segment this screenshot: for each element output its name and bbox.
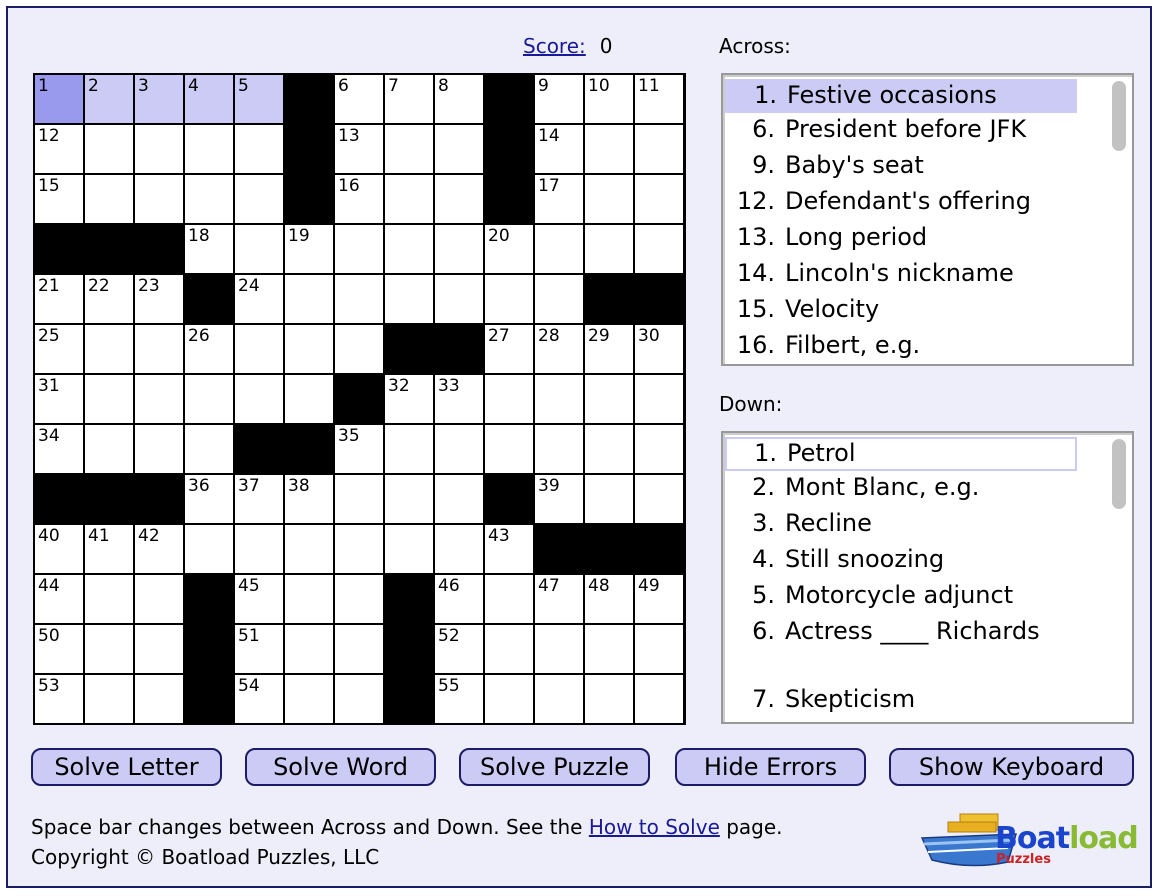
grid-cell[interactable] xyxy=(635,75,683,123)
block-cell xyxy=(185,675,233,723)
block-cell xyxy=(185,625,233,673)
clue-text: Petrol xyxy=(787,439,856,467)
block-cell xyxy=(585,275,633,323)
across-clue[interactable] xyxy=(723,293,1106,329)
cell-number: 19 xyxy=(288,226,310,246)
grid-cell[interactable] xyxy=(135,275,183,323)
across-clue[interactable] xyxy=(725,79,1077,113)
cell-number: 51 xyxy=(238,626,260,646)
cell-number: 7 xyxy=(388,76,399,96)
grid-cell[interactable] xyxy=(485,225,533,273)
grid-cell[interactable] xyxy=(285,475,333,523)
score-value: 0 xyxy=(599,34,613,58)
grid-cell[interactable] xyxy=(235,325,283,373)
cell-number: 31 xyxy=(38,376,60,396)
down-clue[interactable] xyxy=(723,615,1106,683)
grid-cell[interactable] xyxy=(185,175,233,223)
grid-cell[interactable] xyxy=(535,675,583,723)
grid-cell[interactable] xyxy=(585,175,633,223)
grid-cell[interactable] xyxy=(385,425,433,473)
cell-number: 1 xyxy=(38,76,49,96)
grid-cell[interactable] xyxy=(285,675,333,723)
grid-cell[interactable] xyxy=(585,425,633,473)
cell-number: 40 xyxy=(38,526,60,546)
clue-text: Festive occasions xyxy=(787,81,997,109)
cell-number: 15 xyxy=(38,176,60,196)
cell-number: 36 xyxy=(188,476,210,496)
footer-text xyxy=(31,812,783,872)
block-cell xyxy=(135,475,183,523)
block-cell xyxy=(185,575,233,623)
grid-cell[interactable] xyxy=(535,475,583,523)
grid-cell[interactable] xyxy=(285,225,333,273)
block-cell xyxy=(635,525,683,573)
grid-cell[interactable] xyxy=(435,175,483,223)
clue-text: President before JFK xyxy=(785,115,1027,143)
block-cell xyxy=(85,225,133,273)
grid-cell[interactable] xyxy=(85,675,133,723)
grid-cell[interactable] xyxy=(235,225,283,273)
footer-instruction: Space bar changes between Across and Down. See the xyxy=(31,815,589,839)
cell-number: 5 xyxy=(238,76,249,96)
grid-cell[interactable] xyxy=(235,475,283,523)
grid-cell[interactable] xyxy=(535,275,583,323)
cell-number: 13 xyxy=(338,126,360,146)
grid-cell[interactable] xyxy=(485,375,533,423)
grid-cell[interactable] xyxy=(485,575,533,623)
down-clue[interactable] xyxy=(723,683,1106,719)
grid-cell[interactable] xyxy=(385,175,433,223)
grid-cell[interactable] xyxy=(35,675,83,723)
grid-cell[interactable] xyxy=(85,575,133,623)
across-clue[interactable] xyxy=(723,257,1106,293)
clue-text: Actress ____ Richards xyxy=(785,617,1040,645)
grid-cell[interactable] xyxy=(635,475,683,523)
grid-cell[interactable] xyxy=(635,325,683,373)
grid-cell[interactable] xyxy=(85,625,133,673)
cell-number: 43 xyxy=(488,526,510,546)
grid-cell[interactable] xyxy=(635,425,683,473)
grid-cell[interactable] xyxy=(235,575,283,623)
grid-cell[interactable] xyxy=(585,375,633,423)
grid-cell[interactable] xyxy=(385,525,433,573)
grid-cell[interactable] xyxy=(135,675,183,723)
cell-number: 53 xyxy=(38,676,60,696)
cell-number: 12 xyxy=(38,126,60,146)
grid-cell[interactable] xyxy=(385,375,433,423)
grid-cell[interactable] xyxy=(435,625,483,673)
grid-cell[interactable] xyxy=(535,325,583,373)
clue-text: Long period xyxy=(785,223,928,251)
clue-number: 6. xyxy=(752,115,775,143)
grid-cell[interactable] xyxy=(535,375,583,423)
grid-cell[interactable] xyxy=(535,75,583,123)
grid-cell[interactable] xyxy=(135,375,183,423)
score-link[interactable]: Score: xyxy=(523,34,586,58)
grid-cell[interactable] xyxy=(35,625,83,673)
clue-text: Motorcycle adjunct xyxy=(785,581,1014,609)
clue-text: Filbert, e.g. xyxy=(785,331,921,359)
copyright: Copyright © Boatload Puzzles, LLC xyxy=(31,845,380,869)
grid-cell[interactable] xyxy=(285,525,333,573)
grid-cell[interactable] xyxy=(385,475,433,523)
grid-cell[interactable] xyxy=(435,675,483,723)
grid-cell[interactable] xyxy=(585,225,633,273)
clue-number: 2. xyxy=(752,473,775,501)
cell-number: 45 xyxy=(238,576,260,596)
grid-cell[interactable] xyxy=(35,575,83,623)
clue-text: Recline xyxy=(785,509,872,537)
grid-cell[interactable] xyxy=(335,325,383,373)
block-cell xyxy=(435,325,483,373)
grid-cell[interactable] xyxy=(435,575,483,623)
grid-cell[interactable] xyxy=(335,475,383,523)
cell-number: 42 xyxy=(138,526,160,546)
grid-cell[interactable] xyxy=(635,225,683,273)
grid-cell[interactable] xyxy=(235,275,283,323)
cell-number: 3 xyxy=(138,76,149,96)
down-title: Down: xyxy=(719,392,783,416)
grid-cell[interactable] xyxy=(485,525,533,573)
cell-number: 24 xyxy=(238,276,260,296)
cell-number: 8 xyxy=(438,76,449,96)
cell-number: 11 xyxy=(638,76,660,96)
clue-number: 3. xyxy=(752,509,775,537)
across-clue-list[interactable] xyxy=(721,73,1134,366)
cell-number: 50 xyxy=(38,626,60,646)
cell-number: 10 xyxy=(588,76,610,96)
block-cell xyxy=(585,525,633,573)
cell-number: 34 xyxy=(38,426,60,446)
cell-number: 26 xyxy=(188,326,210,346)
cell-number: 41 xyxy=(88,526,110,546)
block-cell xyxy=(385,625,433,673)
logo-word-load: load xyxy=(1069,821,1138,856)
block-cell xyxy=(385,325,433,373)
hide-errors-button[interactable]: Hide Errors xyxy=(675,748,866,786)
cell-number: 44 xyxy=(38,576,60,596)
cell-number: 39 xyxy=(538,476,560,496)
across-title: Across: xyxy=(719,34,791,58)
logo-word-boat: Boat xyxy=(995,821,1070,856)
cell-number: 27 xyxy=(488,326,510,346)
grid-cell[interactable] xyxy=(335,125,383,173)
grid-cell[interactable] xyxy=(235,75,283,123)
clue-number: 13. xyxy=(736,223,775,251)
grid-cell[interactable] xyxy=(535,425,583,473)
grid-cell[interactable] xyxy=(385,275,433,323)
solve-letter-button[interactable]: Solve Letter xyxy=(31,748,222,786)
grid-cell[interactable] xyxy=(485,275,533,323)
grid-cell[interactable] xyxy=(35,175,83,223)
clue-number: 1. xyxy=(754,439,777,467)
block-cell xyxy=(35,225,83,273)
block-cell xyxy=(185,275,233,323)
cell-number: 21 xyxy=(38,276,60,296)
grid-cell[interactable] xyxy=(635,125,683,173)
score-display xyxy=(523,34,613,58)
cell-number: 55 xyxy=(438,676,460,696)
grid-cell[interactable] xyxy=(185,525,233,573)
grid-cell[interactable] xyxy=(485,625,533,673)
grid-cell[interactable] xyxy=(35,425,83,473)
cell-number: 9 xyxy=(538,76,549,96)
grid-cell[interactable] xyxy=(335,75,383,123)
cell-number: 6 xyxy=(338,76,349,96)
across-clue[interactable] xyxy=(723,113,1106,149)
clue-number: 1. xyxy=(754,81,777,109)
grid-cell[interactable] xyxy=(585,125,633,173)
down-clue[interactable] xyxy=(723,507,1106,543)
grid-cell[interactable] xyxy=(485,425,533,473)
grid-cell[interactable] xyxy=(535,225,583,273)
cell-number: 30 xyxy=(638,326,660,346)
down-clue[interactable] xyxy=(725,437,1077,471)
cell-number: 47 xyxy=(538,576,560,596)
block-cell xyxy=(385,675,433,723)
cell-number: 2 xyxy=(88,76,99,96)
clue-text: Baby's seat xyxy=(785,151,924,179)
grid-cell[interactable] xyxy=(185,475,233,523)
grid-cell[interactable] xyxy=(435,125,483,173)
clue-number: 5. xyxy=(752,581,775,609)
show-keyboard-button[interactable]: Show Keyboard xyxy=(889,748,1134,786)
cell-number: 49 xyxy=(638,576,660,596)
down-clue[interactable] xyxy=(723,543,1106,579)
grid-cell[interactable] xyxy=(35,375,83,423)
grid-cell[interactable] xyxy=(285,325,333,373)
block-cell xyxy=(85,475,133,523)
grid-cell[interactable] xyxy=(535,625,583,673)
grid-cell[interactable] xyxy=(335,275,383,323)
cell-number: 33 xyxy=(438,376,460,396)
grid-cell[interactable] xyxy=(585,575,633,623)
grid-cell[interactable] xyxy=(285,575,333,623)
cell-number: 28 xyxy=(538,326,560,346)
clue-text: Defendant's offering xyxy=(785,187,1031,215)
grid-cell[interactable] xyxy=(235,525,283,573)
grid-cell[interactable] xyxy=(35,275,83,323)
grid-cell[interactable] xyxy=(385,225,433,273)
cell-number: 22 xyxy=(88,276,110,296)
across-clue[interactable] xyxy=(723,329,1106,365)
logo-word-puzzles: Puzzles xyxy=(996,852,1051,867)
grid-cell[interactable] xyxy=(335,175,383,223)
across-clue[interactable] xyxy=(723,185,1106,221)
clue-number: 4. xyxy=(752,545,775,573)
cell-number: 4 xyxy=(188,76,199,96)
footer-instruction-end: page. xyxy=(719,815,783,839)
grid-cell[interactable] xyxy=(535,175,583,223)
cell-number: 48 xyxy=(588,576,610,596)
block-cell xyxy=(635,275,683,323)
grid-cell[interactable] xyxy=(335,225,383,273)
grid-cell[interactable] xyxy=(435,225,483,273)
clue-text: Velocity xyxy=(785,295,880,323)
down-scrollbar[interactable] xyxy=(1112,439,1126,509)
grid-cell[interactable] xyxy=(335,425,383,473)
block-cell xyxy=(485,475,533,523)
grid-cell[interactable] xyxy=(135,525,183,573)
block-cell xyxy=(285,75,333,123)
grid-cell[interactable] xyxy=(435,375,483,423)
across-clue[interactable] xyxy=(723,149,1106,185)
cell-number: 54 xyxy=(238,676,260,696)
block-cell xyxy=(485,75,533,123)
boatload-logo[interactable] xyxy=(920,812,1138,870)
cell-number: 20 xyxy=(488,226,510,246)
grid-cell[interactable] xyxy=(235,375,283,423)
grid-cell[interactable] xyxy=(85,425,133,473)
grid-cell[interactable] xyxy=(185,325,233,373)
cell-number: 35 xyxy=(338,426,360,446)
grid-cell[interactable] xyxy=(35,325,83,373)
block-cell xyxy=(385,575,433,623)
grid-cell[interactable] xyxy=(635,175,683,223)
puzzle-app xyxy=(6,6,1152,888)
grid-cell[interactable] xyxy=(135,625,183,673)
grid-cell[interactable] xyxy=(85,75,133,123)
clue-text: Skepticism xyxy=(785,685,916,713)
grid-cell[interactable] xyxy=(135,425,183,473)
grid-cell[interactable] xyxy=(135,75,183,123)
grid-cell[interactable] xyxy=(85,275,133,323)
grid-cell[interactable] xyxy=(235,175,283,223)
grid-cell[interactable] xyxy=(135,325,183,373)
grid-cell[interactable] xyxy=(635,675,683,723)
clue-number: 14. xyxy=(736,259,775,287)
cell-number: 37 xyxy=(238,476,260,496)
grid-cell[interactable] xyxy=(585,475,633,523)
clue-number: 7. xyxy=(752,685,775,713)
block-cell xyxy=(485,125,533,173)
grid-cell[interactable] xyxy=(435,75,483,123)
grid-cell[interactable] xyxy=(335,625,383,673)
grid-cell[interactable] xyxy=(185,125,233,173)
grid-cell[interactable] xyxy=(35,125,83,173)
grid-cell[interactable] xyxy=(235,125,283,173)
clue-text: Mont Blanc, e.g. xyxy=(785,473,980,501)
solve-puzzle-button[interactable]: Solve Puzzle xyxy=(459,748,650,786)
grid-cell[interactable] xyxy=(435,475,483,523)
grid-cell[interactable] xyxy=(285,625,333,673)
cell-number: 25 xyxy=(38,326,60,346)
cell-number: 38 xyxy=(288,476,310,496)
clue-number: 12. xyxy=(736,187,775,215)
down-clue[interactable] xyxy=(723,579,1106,615)
grid-cell[interactable] xyxy=(485,325,533,373)
cell-number: 52 xyxy=(438,626,460,646)
block-cell xyxy=(335,375,383,423)
block-cell xyxy=(285,175,333,223)
clue-number: 16. xyxy=(736,331,775,359)
grid-cell[interactable] xyxy=(85,125,133,173)
grid-cell[interactable] xyxy=(235,625,283,673)
grid-cell[interactable] xyxy=(635,575,683,623)
block-cell xyxy=(285,125,333,173)
crossword-grid[interactable] xyxy=(33,73,686,725)
grid-cell[interactable] xyxy=(85,525,133,573)
how-to-solve-link[interactable]: How to Solve xyxy=(588,815,720,839)
grid-cell[interactable] xyxy=(285,375,333,423)
grid-cell[interactable] xyxy=(585,325,633,373)
clue-number: 15. xyxy=(736,295,775,323)
grid-cell[interactable] xyxy=(185,375,233,423)
grid-cell[interactable] xyxy=(435,525,483,573)
block-cell xyxy=(235,425,283,473)
grid-cell[interactable] xyxy=(85,175,133,223)
grid-cell[interactable] xyxy=(435,425,483,473)
cell-number: 23 xyxy=(138,276,160,296)
cell-number: 46 xyxy=(438,576,460,596)
grid-cell[interactable] xyxy=(335,675,383,723)
grid-cell[interactable] xyxy=(335,575,383,623)
grid-cell[interactable] xyxy=(135,125,183,173)
clue-number: 9. xyxy=(752,151,775,179)
grid-cell[interactable] xyxy=(585,75,633,123)
grid-cell[interactable] xyxy=(435,275,483,323)
clue-number: 6. xyxy=(752,617,775,645)
grid-cell[interactable] xyxy=(85,325,133,373)
across-clue[interactable] xyxy=(723,221,1106,257)
block-cell xyxy=(285,425,333,473)
grid-cell[interactable] xyxy=(585,625,633,673)
grid-cell[interactable] xyxy=(385,75,433,123)
grid-cell[interactable] xyxy=(485,675,533,723)
grid-cell[interactable] xyxy=(135,175,183,223)
grid-cell[interactable] xyxy=(85,375,133,423)
block-cell xyxy=(135,225,183,273)
cell-number: 14 xyxy=(538,126,560,146)
cell-number: 18 xyxy=(188,226,210,246)
across-scrollbar[interactable] xyxy=(1112,81,1126,151)
grid-cell[interactable] xyxy=(385,125,433,173)
grid-cell[interactable] xyxy=(185,425,233,473)
cell-number: 32 xyxy=(388,376,410,396)
clue-text: Still snoozing xyxy=(785,545,945,573)
grid-cell[interactable] xyxy=(135,575,183,623)
grid-cell[interactable] xyxy=(35,525,83,573)
grid-cell[interactable] xyxy=(635,625,683,673)
clue-text: Lincoln's nickname xyxy=(785,259,1014,287)
block-cell xyxy=(35,475,83,523)
down-clue-list[interactable] xyxy=(721,431,1134,724)
solve-word-button[interactable]: Solve Word xyxy=(245,748,436,786)
grid-cell[interactable] xyxy=(185,225,233,273)
grid-cell[interactable] xyxy=(335,525,383,573)
block-cell xyxy=(535,525,583,573)
cell-number: 29 xyxy=(588,326,610,346)
grid-cell[interactable] xyxy=(235,675,283,723)
grid-cell[interactable] xyxy=(285,275,333,323)
block-cell xyxy=(485,175,533,223)
down-clue[interactable] xyxy=(723,471,1106,507)
grid-cell[interactable] xyxy=(535,575,583,623)
grid-cell[interactable] xyxy=(585,675,633,723)
grid-cell[interactable] xyxy=(185,75,233,123)
grid-cell[interactable] xyxy=(635,375,683,423)
grid-cell[interactable] xyxy=(35,75,83,123)
cell-number: 17 xyxy=(538,176,560,196)
cell-number: 16 xyxy=(338,176,360,196)
grid-cell[interactable] xyxy=(535,125,583,173)
